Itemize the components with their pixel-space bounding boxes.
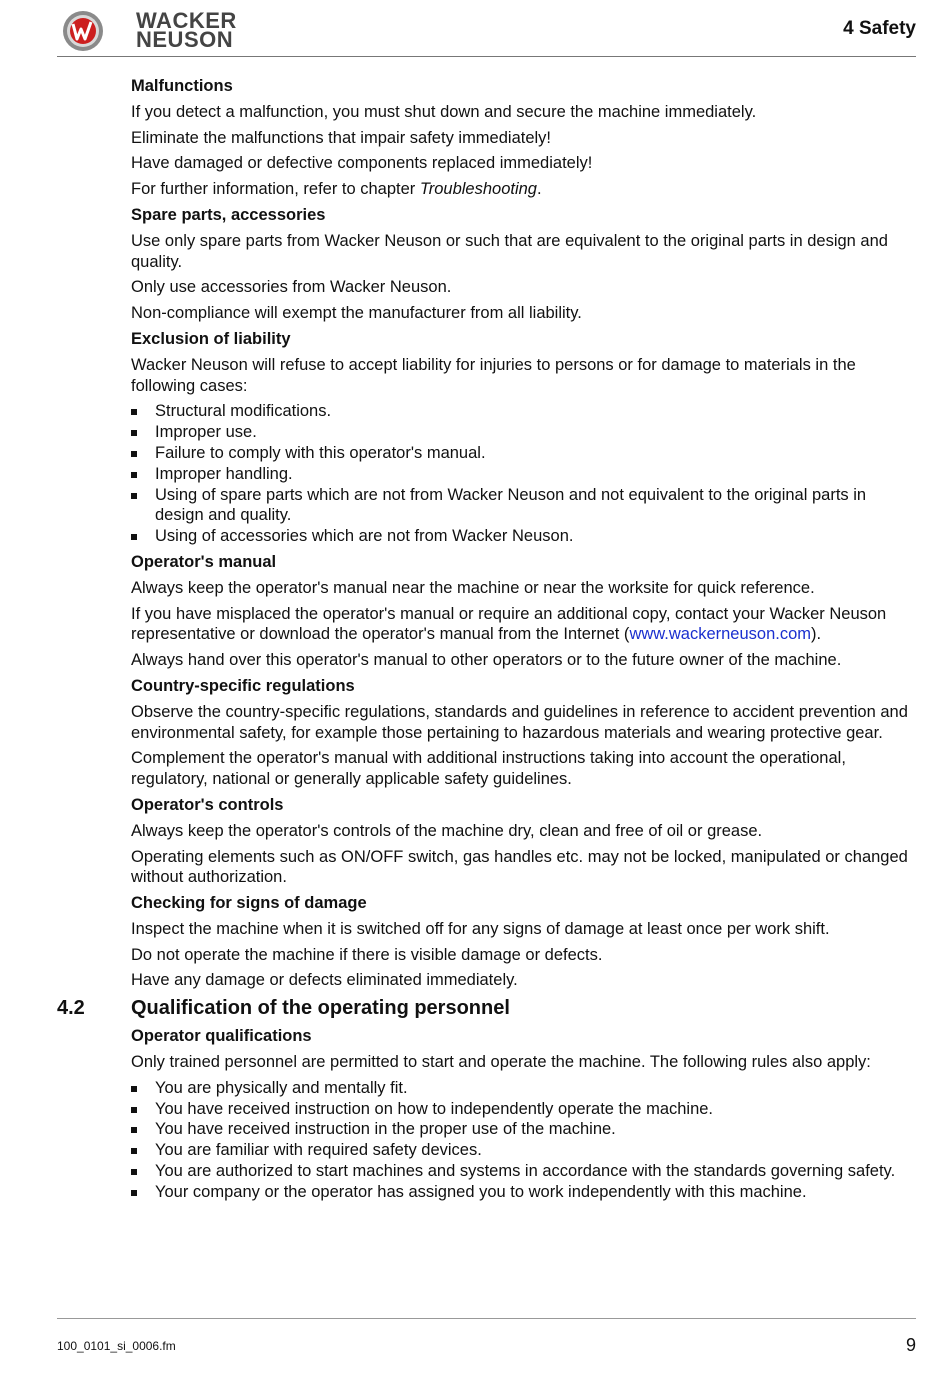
paragraph: Operating elements such as ON/OFF switch, gas handles etc. may not be locked, manipulated or changed without authorization. [131,847,908,887]
paragraph: Wacker Neuson will refuse to accept liability for injuries to persons or for damage to materials in the following cases: [131,355,856,395]
wacker-neuson-logo-icon [60,10,106,57]
heading-operators-controls: Operator's controls [131,795,284,814]
paragraph: Only trained personnel are permitted to start and operate the machine. The following rules also apply: [131,1053,871,1072]
list-item: Using of accessories which are not from Wacker Neuson. [131,526,916,547]
paragraph: Always keep the operator's manual near the machine or near the worksite for quick reference. [131,578,815,597]
list-item: Structural modifications. [131,401,916,422]
paragraph: Use only spare parts from Wacker Neuson or such that are equivalent to the original parts in design and quality. [131,231,888,271]
text: If you have misplaced the operator's manual or require an additional copy, contact your Wacker Neuson representative or download the operator's manual from the Internet ( [131,604,887,644]
list-item: You have received instruction on how to independently operate the machine. [131,1099,916,1120]
paragraph: Have damaged or defective components replaced immediately! [131,154,593,173]
heading-malfunctions: Malfunctions [131,77,233,95]
list-item: Improper handling. [131,464,916,485]
heading-spare-parts: Spare parts, accessories [131,205,326,224]
list-item: You are physically and mentally fit. [131,1078,916,1099]
paragraph: Non-compliance will exempt the manufacturer from all liability. [131,304,582,323]
paragraph: Do not operate the machine if there is visible damage or defects. [131,945,603,964]
text: For further information, refer to chapter [131,180,420,199]
chapter-title: 4 Safety [843,18,916,39]
section-malfunctions [131,76,916,200]
section-country-regulations [131,676,916,790]
chapter-reference: Troubleshooting [419,180,537,199]
section-spare-parts [131,205,916,324]
paragraph: Always keep the operator's controls of the machine dry, clean and free of oil or grease. [131,821,763,840]
paragraph [131,179,916,200]
heading-operator-qualifications: Operator qualifications [131,1027,312,1046]
list-item: Improper use. [131,422,916,443]
page-header [0,0,950,60]
paragraph: Always hand over this operator's manual to other operators or to the future owner of the machine. [131,651,842,670]
page-number: 9 [905,1335,916,1355]
section-number: 4.2 [57,997,85,1020]
section-operators-manual [131,552,916,671]
heading-exclusion-of-liability: Exclusion of liability [131,329,291,348]
section-checking-damage [131,893,916,991]
brand-line-1: WACKER [136,8,237,33]
list-item: You are familiar with required safety devices. [131,1140,916,1161]
section-operators-controls [131,795,916,888]
paragraph: Inspect the machine when it is switched off for any signs of damage at least once per work shift. [131,919,830,938]
section-title: Qualification of the operating personnel [131,997,510,1020]
paragraph: Only use accessories from Wacker Neuson. [131,278,452,297]
list-item: Using of spare parts which are not from Wacker Neuson and not equivalent to the original parts in design and quality. [131,485,916,527]
paragraph: If you detect a malfunction, you must shut down and secure the machine immediately. [131,102,757,121]
list-item: Failure to comply with this operator's manual. [131,443,916,464]
list-item: Your company or the operator has assigned you to work independently with this machine. [131,1182,916,1203]
liability-list [131,401,916,547]
website-link[interactable]: www.wackerneuson.com [629,625,812,644]
list-item: You have received instruction in the proper use of the machine. [131,1119,916,1140]
footer-divider [57,1318,916,1319]
paragraph: Observe the country-specific regulations, standards and guidelines in reference to accident prevention and environmental safety, for example those pertaining to hazardous materials and wearing protective gear. [131,702,908,742]
page-content [57,76,916,1208]
list-item: You are authorized to start machines and systems in accordance with the standards governing safety. [131,1161,916,1182]
text: . [536,180,542,199]
heading-country-regulations: Country-specific regulations [131,676,355,695]
qualifications-list [131,1078,916,1203]
text: ). [811,625,822,644]
paragraph: Have any damage or defects eliminated immediately. [131,971,518,990]
paragraph: Complement the operator's manual with additional instructions taking into account the operational, regulatory, national or generally applicable safety guidelines. [131,749,846,789]
heading-operators-manual: Operator's manual [131,552,277,571]
footer-filename: 100_0101_si_0006.fm [57,1339,176,1353]
section-exclusion-of-liability [131,329,916,547]
paragraph: Eliminate the malfunctions that impair safety immediately! [131,128,552,147]
brand-line-2: NEUSON [136,27,234,52]
section-heading-4-2 [57,996,916,1020]
brand-wordmark [136,8,237,52]
section-operator-qualifications [131,1026,916,1202]
heading-checking-damage: Checking for signs of damage [131,894,367,913]
header-divider [57,56,916,57]
paragraph [131,604,916,646]
